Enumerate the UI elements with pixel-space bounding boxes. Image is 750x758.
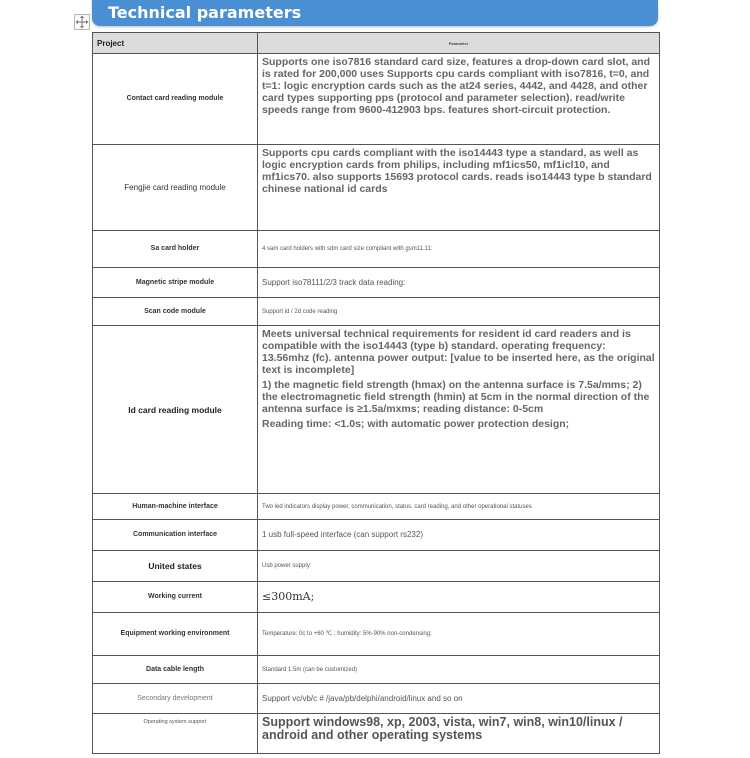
row-name: Equipment working environment xyxy=(93,613,258,656)
table-row xyxy=(93,613,660,656)
title-banner xyxy=(92,0,658,26)
row-name: Working current xyxy=(93,582,258,613)
row-value: Support iso78111/2/3 track data reading: xyxy=(258,268,660,298)
table-row xyxy=(93,145,660,231)
row-name: Id card reading module xyxy=(93,326,258,494)
row-paragraph: Meets universal technical requirements for resident id card readers and is compatible with the iso14443 (type b) standard. operating frequency: 13.56mhz (fc). antenna power output: [value to be inserted here, as the original text is incomplete] xyxy=(262,328,655,376)
row-value: Standard 1.5m (can be customized) xyxy=(258,656,660,684)
row-value: 1 usb full-speed interface (can support rs232) xyxy=(258,520,660,551)
parameters-table xyxy=(92,32,660,754)
table-row xyxy=(93,714,660,754)
row-paragraph: 1) the magnetic field strength (hmax) on the antenna surface is 7.5a/mms; 2) the electromagnetic field strength (hmin) at 5cm in the normal direction of the antenna surface is ≥1.5a/mxms; reading distance: 0-5cm xyxy=(262,379,650,415)
row-name: Fengjie card reading module xyxy=(93,145,258,231)
page-title: Technical parameters xyxy=(108,3,302,22)
table-row xyxy=(93,268,660,298)
row-name: United states xyxy=(93,551,258,582)
header-parameter: Parameter xyxy=(258,33,660,54)
row-value xyxy=(258,326,660,494)
row-name: Data cable length xyxy=(93,656,258,684)
row-value: Support vc/vb/c # /java/pb/delphi/android/linux and so on xyxy=(258,684,660,714)
move-handle-icon[interactable] xyxy=(74,14,90,30)
row-name: Secondary development xyxy=(93,684,258,714)
row-name: Human-machine interface xyxy=(93,494,258,520)
row-name: Sa card holder xyxy=(93,231,258,268)
table-row xyxy=(93,684,660,714)
table-header-row xyxy=(93,33,660,54)
row-name: Communication interface xyxy=(93,520,258,551)
table-row xyxy=(93,520,660,551)
table-row xyxy=(93,551,660,582)
table-row xyxy=(93,656,660,684)
table-row xyxy=(93,298,660,326)
row-value: ≤300mA; xyxy=(258,582,660,613)
row-value: Supports one iso7816 standard card size, features a drop-down card slot, and is rated for 200,000 uses Supports cpu cards compliant with iso7816, t=0, and t=1: logic encryption cards such as the at24 series, 4442, and 4428, and other card types supporting pps (protocol and parameter selection). read/write speeds range from 9600-412903 bps. features short-circuit protection. xyxy=(258,54,660,145)
row-paragraph: Reading time: <1.0s; with automatic power protection design; xyxy=(262,418,570,430)
row-value: Support id / 2d code reading xyxy=(258,298,660,326)
row-name: Contact card reading module xyxy=(93,54,258,145)
row-name: Magnetic stripe module xyxy=(93,268,258,298)
table-row xyxy=(93,582,660,613)
row-value: Two led indicators display power, communication, status, card reading, and other operational statuses xyxy=(258,494,660,520)
table-row xyxy=(93,494,660,520)
row-name: Operating system support xyxy=(93,714,258,754)
row-name: Scan code module xyxy=(93,298,258,326)
row-value: Support windows98, xp, 2003, vista, win7, win8, win10/linux / android and other operating systems xyxy=(258,714,660,754)
row-value: Temperature: 0c to +60 ℃ ; humidity: 5%-90% non-condensing; xyxy=(258,613,660,656)
row-value: Usb power supply: xyxy=(258,551,660,582)
header-project: Project xyxy=(93,33,258,54)
table-row xyxy=(93,231,660,268)
table-row xyxy=(93,326,660,494)
row-value: 4 sam card holders with sdm card size compliant with gsm11.11: xyxy=(258,231,660,268)
row-value: Supports cpu cards compliant with the iso14443 type a standard, as well as logic encryption cards from philips, including mf1ics50, mf1icl10, and mf1ics70. also supports 15693 protocol cards. reads iso14443 type b standard chinese national id cards xyxy=(258,145,660,231)
table-row xyxy=(93,54,660,145)
